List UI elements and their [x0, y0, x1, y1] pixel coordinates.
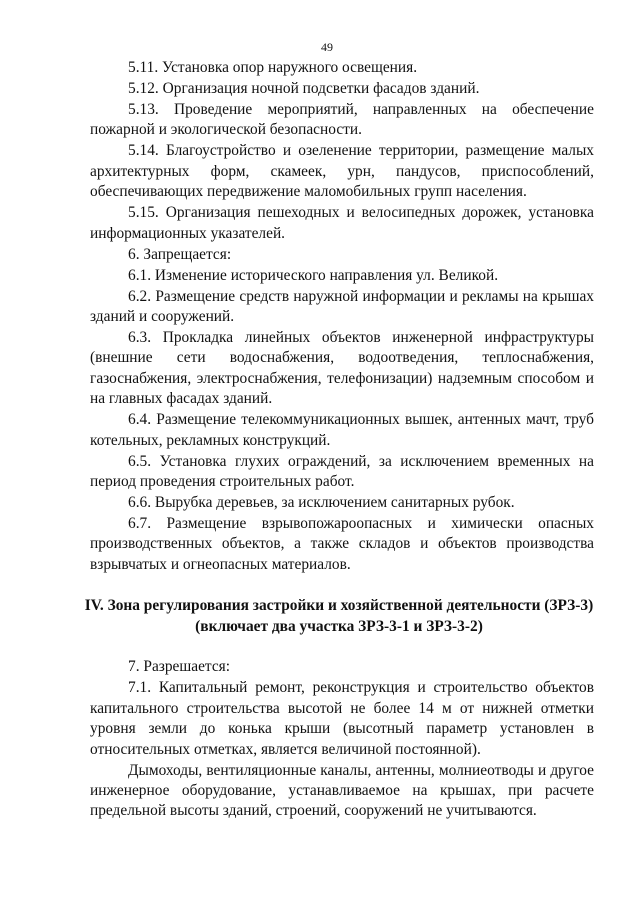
paragraph-5-15: 5.15. Организация пешеходных и велосипедных дорожек, установка информационных указателей.	[90, 204, 594, 242]
paragraph-5-12: 5.12. Организация ночной подсветки фасадов зданий.	[128, 80, 480, 97]
paragraph-5-14: 5.14. Благоустройство и озеленение территории, размещение малых архитектурных форм, скамеек, урн, пандусов, приспособлений, обеспечивающих передвижение маломобильных групп населения.	[90, 142, 594, 201]
document-body	[84, 58, 594, 822]
paragraph-7: 7. Разрешается:	[128, 658, 231, 676]
paragraph-6-1: 6.1. Изменение исторического направления ул. Великой.	[128, 266, 499, 284]
paragraph-5-11: 5.11. Установка опор наружного освещения.	[128, 59, 418, 76]
paragraph-6: 6. Запрещается:	[128, 245, 232, 263]
paragraph-6-3: 6.3. Прокладка линейных объектов инженерной инфраструктуры (внешние сети водоснабжения, водоотведения, теплоснабжения, газоснабжения, электроснабжения, телефонизации) надземным способом и на главных фасадах зданий.	[90, 329, 594, 408]
paragraph-5-13: 5.13. Проведение мероприятий, направленных на обеспечение пожарной и экологической безопасности.	[90, 101, 594, 139]
paragraph-7-1: 7.1. Капитальный ремонт, реконструкция и строительство объектов капитального строительства высотой не более 14 м от нижней отметки уровня земли до конька крыши (высотный параметр установлен в относительных отметках, является величиной постоянной).	[90, 679, 594, 758]
paragraph-chimneys: Дымоходы, вентиляционные каналы, антенны, молниеотводы и другое инженерное оборудование, устанавливаемое на крышах, при расчете предельной высоты зданий, строений, сооружений не учитываются.	[90, 761, 594, 820]
section-heading-line-1: IV. Зона регулирования застройки и хозяйственной деятельности (ЗРЗ-3)	[84, 597, 594, 615]
section-heading-line-2: (включает два участка ЗРЗ-3-1 и ЗРЗ-3-2)	[195, 618, 483, 636]
paragraph-6-7: 6.7. Размещение взрывопожароопасных и химически опасных производственных объектов, а также складов и объектов производства взрывчатых и огнеопасных материалов.	[90, 515, 594, 573]
paragraph-6-2: 6.2. Размещение средств наружной информации и рекламы на крышах зданий и сооружений.	[90, 287, 594, 326]
page-number: 49	[321, 40, 333, 54]
paragraph-6-4: 6.4. Размещение телекоммуникационных вышек, антенных мачт, труб котельных, рекламных конструкций.	[90, 411, 594, 449]
paragraph-6-6: 6.6. Вырубка деревьев, за исключением санитарных рубок.	[128, 494, 515, 512]
paragraph-6-5: 6.5. Установка глухих ограждений, за исключением временных на период проведения строительных работ.	[90, 452, 594, 491]
section-heading	[76, 595, 602, 637]
